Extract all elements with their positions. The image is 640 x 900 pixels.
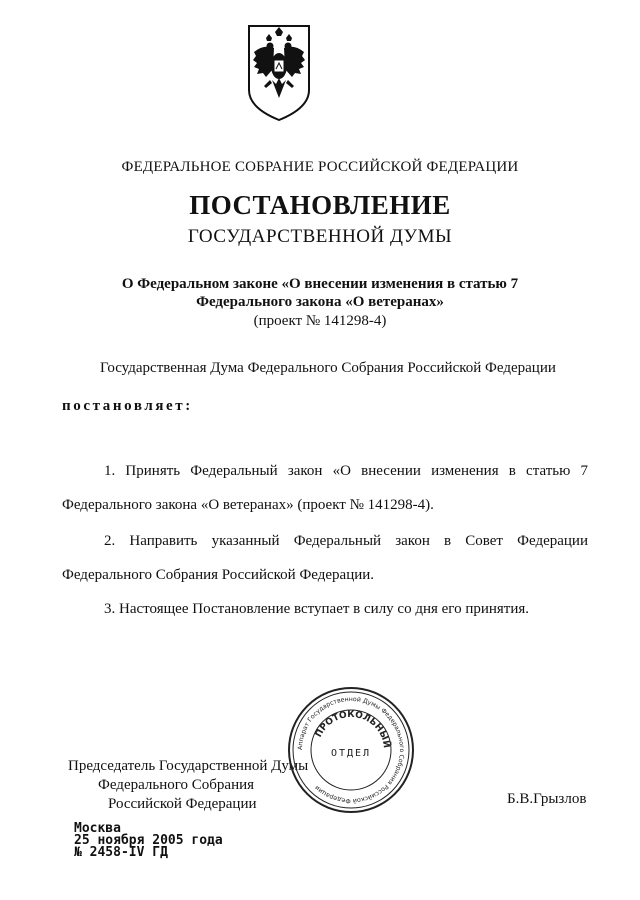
position-line-1: Председатель Государственной Думы <box>68 758 309 774</box>
subject-line-2: Федерального закона «О ветеранах» <box>196 294 444 310</box>
seal-outer-text: Аппарат Государственной Думы Федерального Собрания Российской Федерации <box>296 695 406 805</box>
decree-word: постановляет: <box>62 398 193 414</box>
item-2-line-1: 2. Направить указанный Федеральный закон в Совет Федерации <box>104 533 588 549</box>
document-title: ПОСТАНОВЛЕНИЕ <box>189 190 451 220</box>
position-line-2: Федерального Собрания <box>98 777 255 793</box>
intro-paragraph: Государственная Дума Федерального Собрания Российской Федерации <box>100 360 556 376</box>
seal-middle-text: ПРОТОКОЛЬНЫЙ <box>313 709 392 749</box>
subject-line-1: О Федеральном законе «О внесении изменения в статью 7 <box>121 276 519 292</box>
signatory-name: Б.В.Грызлов <box>507 791 587 807</box>
item-1-line-2: Федерального закона «О ветеранах» (проект № 141298-4). <box>62 497 434 513</box>
footer-number: № 2458-IV ГД <box>74 845 168 860</box>
document-subtitle: ГОСУДАРСТВЕННОЙ ДУМЫ <box>187 226 453 247</box>
seal-center-text: ОТДЕЛ <box>330 748 372 759</box>
item-3-line-1: 3. Настоящее Постановление вступает в силу со дня его принятия. <box>104 601 530 617</box>
coat-of-arms-emblem <box>246 22 312 122</box>
organization-name: ФЕДЕРАЛЬНОЕ СОБРАНИЕ РОССИЙСКОЙ ФЕДЕРАЦИИ <box>121 159 519 175</box>
signatory-position <box>68 757 308 814</box>
item-1-line-1: 1. Принять Федеральный закон «О внесении изменения в статью 7 <box>104 463 588 479</box>
document-footer <box>74 823 223 859</box>
project-number: (проект № 141298-4) <box>253 313 387 329</box>
subject-heading <box>0 275 640 311</box>
position-line-3: Российской Федерации <box>108 796 257 812</box>
official-seal <box>287 686 415 814</box>
footer-city: Москва <box>74 821 121 836</box>
footer-date: 25 ноября 2005 года <box>74 833 223 848</box>
item-2-line-2: Федерального Собрания Российской Федерации. <box>62 567 375 583</box>
